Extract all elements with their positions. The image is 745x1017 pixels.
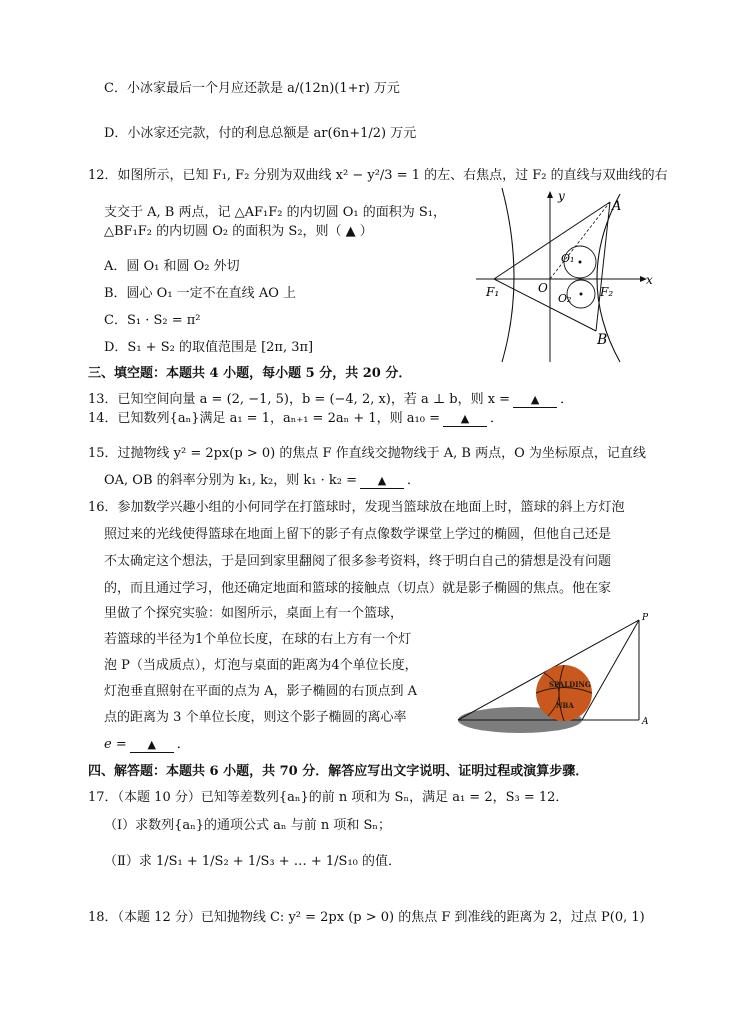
hyperbola-figure [470, 186, 660, 366]
section-3-heading: 三、填空题：本题共 4 小题，每小题 5 分，共 20 分． [88, 366, 412, 381]
q16-line10 [104, 735, 190, 755]
blank-mark: ▲ [460, 412, 470, 425]
section-4-heading: 四、解答题：本题共 6 小题，共 70 分．解答应写出文字说明、证明过程或演算步骤． [88, 764, 589, 779]
q16-line4: 的，而且通过学习，他还确定地面和篮球的接触点（切点）就是影子椭圆的焦点。他在家 [104, 581, 612, 596]
blank-mark: ▲ [147, 738, 156, 751]
light-ray-right [582, 620, 639, 720]
q12-option-b: B．圆心 O₁ 一定不在直线 AO 上 [104, 286, 296, 301]
center-o1 [579, 261, 582, 264]
q13-answer-blank [513, 393, 557, 408]
q14-text: 14．已知数列{aₙ}满足 a₁ = 1，aₙ₊₁ = 2aₙ + 1，则 a₁₀ = [88, 411, 440, 426]
ball-brand-text: SPALDING [549, 680, 591, 689]
ball-league-text: NBA [556, 701, 574, 710]
q15-line1: 15．过抛物线 y² = 2px(p > 0) 的焦点 F 作直线交抛物线于 A, B 两点，O 为坐标原点，记直线 [88, 446, 646, 461]
q16-text: e = [104, 737, 127, 752]
q12-option-a: A．圆 O₁ 和圆 O₂ 外切 [104, 259, 240, 274]
q16-line5: 里做了个探究实验：如图所示，桌面上有一个篮球， [104, 606, 404, 621]
point-a-label: A [612, 199, 622, 214]
q11-option-d: D．小冰家还完款，付的利息总额是 ar(6n+1/2) 万元 [104, 126, 417, 141]
q12-option-c: C．S₁ · S₂ = π² [104, 313, 201, 328]
q16-line6: 若篮球的半径为1个单位长度，在球的右上方有一个灯 [104, 632, 412, 647]
center-o2 [580, 293, 583, 296]
q16-line1: 16．参加数学兴趣小组的小何同学在打篮球时，发现当篮球放在地面上时，篮球的斜上方灯泡 [88, 500, 625, 515]
q13-period: ． [560, 392, 574, 407]
q16-line9: 点的距离为 3 个单位长度，则这个影子椭圆的离心率 [104, 710, 407, 725]
q12-option-d: D．S₁ + S₂ 的取值范围是 [2π, 3π] [104, 340, 314, 355]
q16-line7: 泡 P（当成质点），灯泡与桌面的距离为4个单位长度， [104, 658, 418, 673]
point-b-label: B [597, 332, 608, 348]
origin-label: O [538, 281, 548, 295]
q16-line3: 不太确定这个想法，于是回到家里翻阅了很多参考资料，终于明白自己的猜想是没有问题 [104, 554, 612, 569]
blank-mark: ▲ [530, 393, 540, 406]
x-axis-label: x [646, 273, 653, 287]
q16-answer-blank [130, 738, 174, 753]
q16-period: ． [176, 737, 190, 752]
q15-answer-blank [360, 474, 404, 489]
y-axis-arrow [547, 191, 553, 198]
basketball-figure [452, 610, 658, 742]
f1-label: F₁ [486, 285, 500, 299]
q11-option-c: C．小冰家最后一个月应还款是 a/(12n)(1+r) 万元 [104, 81, 400, 96]
q13 [88, 390, 573, 410]
q12-stem-line2: 支交于 A, B 两点，记 △AF₁F₂ 的内切圆 O₁ 的面积为 S₁， [104, 205, 446, 220]
q16-line2: 照过来的光线使得篮球在地面上留下的影子有点像数学课堂上学过的椭圆，但他自己还是 [104, 527, 612, 542]
y-axis-label: y [558, 189, 565, 203]
o2-label: O₂ [558, 292, 572, 305]
q12-stem-line1: 12．如图所示，已知 F₁, F₂ 分别为双曲线 x² − y²/3 = 1 的左、右焦点，过 F₂ 的直线与双曲线的右 [88, 168, 668, 183]
q17-part1: （Ⅰ）求数列{aₙ}的通项公式 aₙ 与前 n 项和 Sₙ； [104, 818, 391, 833]
f2-label: F₂ [600, 285, 614, 299]
blank-mark: ▲ [377, 474, 387, 487]
q17-part2: （Ⅱ）求 1/S₁ + 1/S₂ + 1/S₃ + … + 1/S₁₀ 的值． [104, 854, 402, 869]
q13-text: 13．已知空间向量 a = (2, −1, 5)，b = (−4, 2, x)，若 a ⊥ b，则 x = [88, 392, 511, 407]
q14-answer-blank [443, 412, 487, 427]
q15-line2 [104, 471, 420, 491]
line-a-b [596, 202, 610, 331]
q15-period: ． [406, 473, 420, 488]
o1-label: O₁ [561, 252, 575, 265]
point-a-label: A [642, 717, 649, 727]
line-o-a [550, 202, 610, 279]
q12-stem-line3: △BF₁F₂ 的内切圆 O₂ 的面积为 S₂，则（ ▲ ） [104, 224, 373, 239]
q18-stem: 18．（本题 12 分）已知抛物线 C: y² = 2px (p > 0) 的焦点 F 到准线的距离为 2，过点 P(0, 1) [88, 910, 645, 925]
q16-line8: 灯泡垂直照射在平面的点为 A，影子椭圆的右顶点到 A [104, 684, 418, 699]
q17-stem: 17．（本题 10 分）已知等差数列{aₙ}的前 n 项和为 Sₙ，满足 a₁ = 2，S₃ = 12． [88, 790, 569, 805]
q14 [88, 409, 503, 429]
q15-text: OA, OB 的斜率分别为 k₁, k₂，则 k₁ · k₂ = [104, 473, 357, 488]
q14-period: ． [490, 411, 504, 426]
hyperbola-left-branch [502, 188, 514, 362]
point-p-label: P [642, 613, 649, 623]
